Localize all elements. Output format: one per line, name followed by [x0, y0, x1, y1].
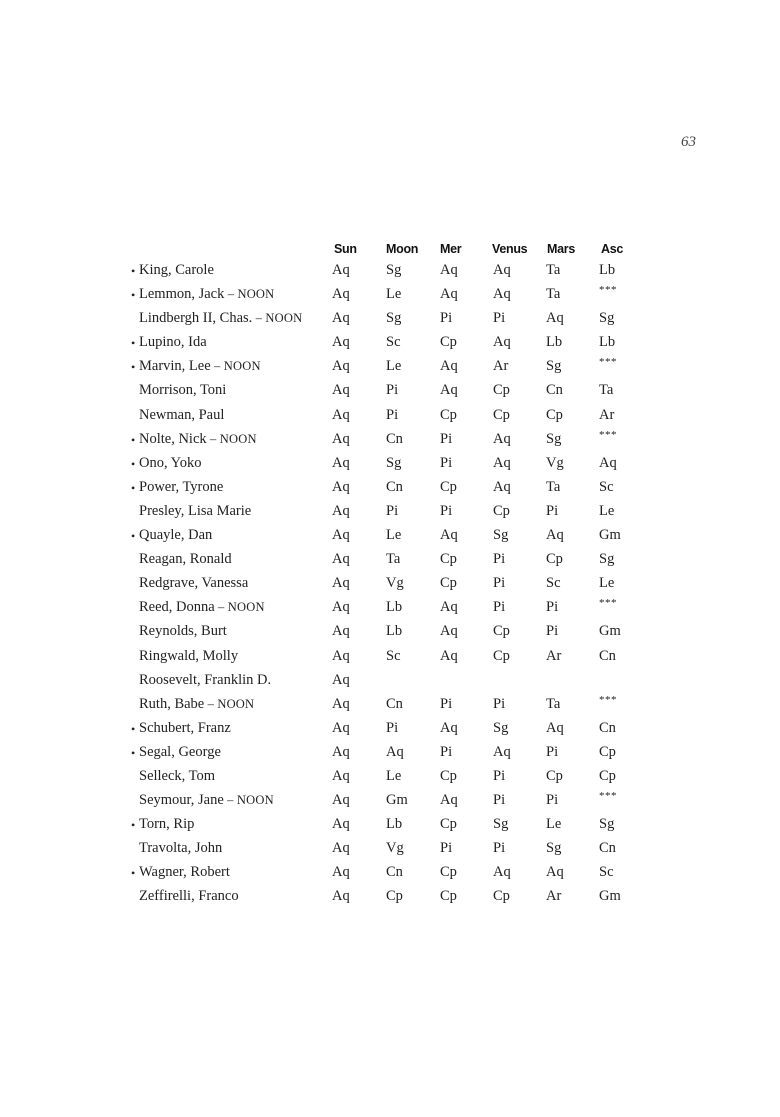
- column-header-mars: Mars: [547, 242, 575, 256]
- sun-cell: Aq: [332, 286, 350, 303]
- sun-cell: Aq: [332, 671, 350, 688]
- bullet-marker: •: [131, 745, 136, 760]
- asc-cell: Le: [599, 575, 615, 592]
- noon-note: – NOON: [223, 793, 274, 808]
- venus-cell: Aq: [493, 478, 511, 495]
- sun-cell: Aq: [332, 502, 350, 519]
- person-name: Ruth, Babe: [139, 695, 205, 712]
- noon-note: – NOON: [204, 696, 255, 711]
- sun-cell: Aq: [332, 743, 350, 760]
- venus-cell: Pi: [493, 551, 506, 568]
- mer-cell: Cp: [440, 864, 457, 881]
- venus-cell: Cp: [493, 623, 510, 640]
- bullet-marker: •: [131, 721, 136, 736]
- table-body: [0, 260, 780, 911]
- asc-cell: Gm: [599, 527, 621, 544]
- person-name-cell: [139, 816, 194, 833]
- venus-cell: Aq: [493, 334, 511, 351]
- venus-cell: Pi: [493, 695, 506, 712]
- mer-cell: Pi: [440, 840, 453, 857]
- sun-cell: Aq: [332, 623, 350, 640]
- mars-cell: Vg: [546, 454, 564, 471]
- asc-cell: Lb: [599, 262, 616, 278]
- table-row: [0, 405, 780, 429]
- mer-cell: Aq: [440, 262, 458, 278]
- sun-cell: Aq: [332, 767, 350, 784]
- mer-cell: Pi: [440, 743, 453, 760]
- person-name: Newman, Paul: [139, 406, 225, 423]
- table-row: [0, 284, 780, 308]
- asc-cell: Sg: [599, 551, 615, 568]
- sun-cell: Aq: [332, 695, 350, 712]
- table-row: [0, 814, 780, 838]
- mars-cell: Aq: [546, 527, 564, 544]
- mars-cell: Ta: [546, 262, 561, 278]
- asc-cell: Cp: [599, 743, 616, 760]
- mars-cell: Aq: [546, 719, 564, 736]
- mars-cell: Ar: [546, 888, 562, 905]
- mars-cell: Cp: [546, 551, 563, 568]
- mer-cell: Cp: [440, 406, 457, 423]
- person-name-cell: [139, 382, 226, 399]
- mer-cell: Cp: [440, 334, 457, 351]
- person-name: Marvin, Lee: [139, 358, 211, 375]
- mer-cell: Pi: [440, 310, 453, 327]
- asc-cell: Cn: [599, 647, 616, 664]
- moon-cell: Lb: [386, 599, 403, 616]
- asc-cell: Sc: [599, 478, 614, 495]
- sun-cell: Aq: [332, 430, 350, 447]
- person-name: Reagan, Ronald: [139, 551, 232, 568]
- table-row: [0, 356, 780, 380]
- person-name: Torn, Rip: [139, 816, 195, 833]
- mer-cell: Cp: [440, 888, 457, 905]
- venus-cell: Cp: [493, 888, 510, 905]
- table-row: [0, 573, 780, 597]
- asc-cell: Gm: [599, 623, 621, 640]
- person-name-cell: [139, 792, 274, 809]
- moon-cell: Cn: [386, 695, 403, 712]
- mer-cell: Aq: [440, 647, 458, 664]
- table-row: [0, 670, 780, 694]
- person-name: Reed, Donna: [139, 599, 215, 616]
- mars-cell: Aq: [546, 310, 564, 327]
- person-name: Segal, George: [139, 743, 221, 760]
- sun-cell: Aq: [332, 551, 350, 568]
- person-name-cell: [139, 527, 212, 544]
- table-row: [0, 308, 780, 332]
- person-name-cell: [139, 648, 238, 665]
- bullet-marker: •: [131, 818, 136, 833]
- person-name-cell: [139, 768, 215, 785]
- mars-cell: Cp: [546, 767, 563, 784]
- sun-cell: Aq: [332, 358, 350, 375]
- person-name-cell: [139, 840, 222, 857]
- column-header-moon: Moon: [386, 242, 419, 256]
- venus-cell: Aq: [493, 430, 511, 447]
- venus-cell: Aq: [493, 864, 511, 881]
- mer-cell: Aq: [440, 358, 458, 375]
- table-row: [0, 742, 780, 766]
- moon-cell: Le: [386, 527, 402, 544]
- person-name: Power, Tyrone: [139, 478, 224, 495]
- person-name: Lupino, Ida: [139, 334, 207, 351]
- moon-cell: Vg: [386, 840, 404, 857]
- table-row: [0, 694, 780, 718]
- mer-cell: Pi: [440, 695, 453, 712]
- mer-cell: Pi: [440, 454, 453, 471]
- mars-cell: Ta: [546, 286, 561, 303]
- sun-cell: Aq: [332, 454, 350, 471]
- moon-cell: Pi: [386, 502, 399, 519]
- table-row: [0, 646, 780, 670]
- person-name-cell: [139, 623, 227, 640]
- noon-note: – NOON: [252, 311, 303, 326]
- table-row: [0, 766, 780, 790]
- moon-cell: Aq: [386, 743, 404, 760]
- person-name-cell: [139, 888, 239, 905]
- venus-cell: Pi: [493, 792, 506, 809]
- sun-cell: Aq: [332, 719, 350, 736]
- venus-cell: Cp: [493, 406, 510, 423]
- mars-cell: Pi: [546, 623, 559, 640]
- asc-cell: Ar: [599, 406, 615, 423]
- mars-cell: Pi: [546, 792, 559, 809]
- mer-cell: Pi: [440, 502, 453, 519]
- person-name-cell: [139, 575, 248, 592]
- person-name: Nolte, Nick: [139, 430, 207, 447]
- person-name: Schubert, Franz: [139, 719, 231, 736]
- moon-cell: Le: [386, 286, 402, 303]
- person-name-cell: [139, 551, 232, 568]
- table-row: [0, 453, 780, 477]
- moon-cell: Pi: [386, 406, 399, 423]
- mer-cell: Cp: [440, 767, 457, 784]
- person-name-cell: [139, 407, 224, 424]
- bullet-marker: •: [131, 529, 136, 544]
- table-row: [0, 429, 780, 453]
- mer-cell: Aq: [440, 382, 458, 399]
- asc-cell: Cn: [599, 840, 616, 857]
- sun-cell: Aq: [332, 310, 350, 327]
- person-name-cell: [139, 431, 257, 448]
- venus-cell: Aq: [493, 743, 511, 760]
- mars-cell: Sg: [546, 430, 562, 447]
- moon-cell: Sc: [386, 334, 401, 351]
- asc-cell: Cn: [599, 719, 616, 736]
- moon-cell: Sg: [386, 310, 402, 327]
- asc-cell: Le: [599, 502, 615, 519]
- sun-cell: Aq: [332, 478, 350, 495]
- mars-cell: Cp: [546, 406, 563, 423]
- venus-cell: Aq: [493, 286, 511, 303]
- person-name: Wagner, Robert: [139, 864, 230, 881]
- person-name: Roosevelt, Franklin D.: [139, 671, 272, 688]
- astrology-table: [0, 240, 780, 911]
- asc-cell: ***: [599, 693, 617, 706]
- sun-cell: Aq: [332, 262, 350, 278]
- venus-cell: Pi: [493, 310, 506, 327]
- mars-cell: Ar: [546, 647, 562, 664]
- bullet-marker: •: [131, 288, 136, 303]
- venus-cell: Sg: [493, 719, 509, 736]
- asc-cell: ***: [599, 597, 617, 610]
- person-name-cell: [139, 262, 214, 279]
- sun-cell: Aq: [332, 575, 350, 592]
- moon-cell: Cn: [386, 478, 403, 495]
- sun-cell: Aq: [332, 816, 350, 833]
- person-name: Ringwald, Molly: [139, 647, 239, 664]
- venus-cell: Cp: [493, 502, 510, 519]
- person-name: King, Carole: [139, 262, 214, 278]
- asc-cell: Sg: [599, 816, 615, 833]
- moon-cell: Pi: [386, 382, 399, 399]
- sun-cell: Aq: [332, 888, 350, 905]
- person-name: Quayle, Dan: [139, 527, 213, 544]
- venus-cell: Pi: [493, 575, 506, 592]
- mer-cell: Aq: [440, 623, 458, 640]
- person-name-cell: [139, 479, 223, 496]
- table-row: [0, 477, 780, 501]
- venus-cell: Sg: [493, 816, 509, 833]
- asc-cell: ***: [599, 428, 617, 441]
- mer-cell: Aq: [440, 792, 458, 809]
- bullet-marker: •: [131, 360, 136, 375]
- venus-cell: Cp: [493, 647, 510, 664]
- sun-cell: Aq: [332, 406, 350, 423]
- moon-cell: Lb: [386, 816, 403, 833]
- table-row: [0, 597, 780, 621]
- asc-cell: Aq: [599, 454, 617, 471]
- person-name-cell: [139, 286, 274, 303]
- mer-cell: Aq: [440, 527, 458, 544]
- mars-cell: Sc: [546, 575, 561, 592]
- mars-cell: Pi: [546, 743, 559, 760]
- asc-cell: Gm: [599, 888, 621, 905]
- mars-cell: Le: [546, 816, 562, 833]
- mars-cell: Ta: [546, 478, 561, 495]
- column-header-asc: Asc: [601, 242, 624, 256]
- noon-note: – NOON: [214, 600, 265, 615]
- asc-cell: Cp: [599, 767, 616, 784]
- person-name-cell: [139, 696, 254, 713]
- sun-cell: Aq: [332, 840, 350, 857]
- column-header-sun: Sun: [334, 242, 357, 256]
- moon-cell: Le: [386, 767, 402, 784]
- mer-cell: Cp: [440, 551, 457, 568]
- person-name: Morrison, Toni: [139, 382, 227, 399]
- mer-cell: Aq: [440, 719, 458, 736]
- sun-cell: Aq: [332, 334, 350, 351]
- bullet-marker: •: [131, 480, 136, 495]
- mer-cell: Aq: [440, 599, 458, 616]
- column-header-mer: Mer: [440, 242, 462, 256]
- mars-cell: Cn: [546, 382, 563, 399]
- mars-cell: Lb: [546, 334, 563, 351]
- mer-cell: Cp: [440, 478, 457, 495]
- moon-cell: Le: [386, 358, 402, 375]
- moon-cell: Lb: [386, 623, 403, 640]
- asc-cell: Ta: [599, 382, 614, 399]
- person-name: Lindbergh II, Chas.: [139, 310, 253, 327]
- mer-cell: Cp: [440, 575, 457, 592]
- noon-note: – NOON: [206, 431, 257, 446]
- mer-cell: Cp: [440, 816, 457, 833]
- asc-cell: ***: [599, 790, 617, 803]
- asc-cell: ***: [599, 356, 617, 369]
- column-header-venus: Venus: [492, 242, 528, 256]
- person-name: Travolta, John: [139, 840, 223, 857]
- person-name: Lemmon, Jack: [139, 286, 225, 303]
- mars-cell: Ta: [546, 695, 561, 712]
- table-row: [0, 549, 780, 573]
- mars-cell: Pi: [546, 502, 559, 519]
- person-name-cell: [139, 334, 207, 351]
- bullet-marker: •: [131, 336, 136, 351]
- person-name: Zeffirelli, Franco: [139, 888, 239, 905]
- sun-cell: Aq: [332, 647, 350, 664]
- moon-cell: Ta: [386, 551, 401, 568]
- noon-note: – NOON: [224, 287, 275, 302]
- moon-cell: Sg: [386, 262, 402, 278]
- table-row: [0, 886, 780, 910]
- sun-cell: Aq: [332, 527, 350, 544]
- mars-cell: Aq: [546, 864, 564, 881]
- person-name: Seymour, Jane: [139, 792, 224, 809]
- person-name-cell: [139, 672, 271, 689]
- person-name-cell: [139, 358, 261, 375]
- bullet-marker: •: [131, 866, 136, 881]
- table-row: [0, 862, 780, 886]
- asc-cell: Lb: [599, 334, 616, 351]
- moon-cell: Gm: [386, 792, 408, 809]
- table-row: [0, 260, 780, 284]
- asc-cell: ***: [599, 284, 617, 297]
- venus-cell: Pi: [493, 599, 506, 616]
- asc-cell: Sc: [599, 864, 614, 881]
- table-row: [0, 838, 780, 862]
- venus-cell: Sg: [493, 527, 509, 544]
- table-header: [0, 240, 780, 260]
- table-row: [0, 621, 780, 645]
- table-row: [0, 718, 780, 742]
- page-number: 63: [681, 134, 696, 150]
- bullet-marker: •: [131, 432, 136, 447]
- mars-cell: Sg: [546, 358, 562, 375]
- person-name: Selleck, Tom: [139, 767, 216, 784]
- sun-cell: Aq: [332, 599, 350, 616]
- venus-cell: Aq: [493, 262, 511, 278]
- moon-cell: Cn: [386, 864, 403, 881]
- mer-cell: Pi: [440, 430, 453, 447]
- moon-cell: Pi: [386, 719, 399, 736]
- person-name-cell: [139, 310, 302, 327]
- noon-note: – NOON: [210, 359, 261, 374]
- venus-cell: Pi: [493, 840, 506, 857]
- person-name-cell: [139, 503, 251, 520]
- moon-cell: Sc: [386, 647, 401, 664]
- venus-cell: Pi: [493, 767, 506, 784]
- person-name: Presley, Lisa Marie: [139, 502, 252, 519]
- venus-cell: Aq: [493, 454, 511, 471]
- table-row: [0, 525, 780, 549]
- bullet-marker: •: [131, 264, 136, 278]
- moon-cell: Cp: [386, 888, 403, 905]
- mer-cell: Aq: [440, 286, 458, 303]
- venus-cell: Cp: [493, 382, 510, 399]
- person-name-cell: [139, 864, 230, 881]
- table-row: [0, 501, 780, 525]
- person-name-cell: [139, 599, 265, 616]
- person-name: Redgrave, Vanessa: [139, 575, 249, 592]
- table-row: [0, 380, 780, 404]
- asc-cell: Sg: [599, 310, 615, 327]
- person-name-cell: [139, 720, 231, 737]
- sun-cell: Aq: [332, 864, 350, 881]
- bullet-marker: •: [131, 456, 136, 471]
- venus-cell: Ar: [493, 358, 509, 375]
- person-name-cell: [139, 455, 201, 472]
- person-name: Ono, Yoko: [139, 454, 202, 471]
- sun-cell: Aq: [332, 382, 350, 399]
- mars-cell: Pi: [546, 599, 559, 616]
- moon-cell: Vg: [386, 575, 404, 592]
- moon-cell: Cn: [386, 430, 403, 447]
- mars-cell: Sg: [546, 840, 562, 857]
- table-row: [0, 332, 780, 356]
- sun-cell: Aq: [332, 792, 350, 809]
- table-row: [0, 790, 780, 814]
- person-name-cell: [139, 744, 221, 761]
- person-name: Reynolds, Burt: [139, 623, 227, 640]
- moon-cell: Sg: [386, 454, 402, 471]
